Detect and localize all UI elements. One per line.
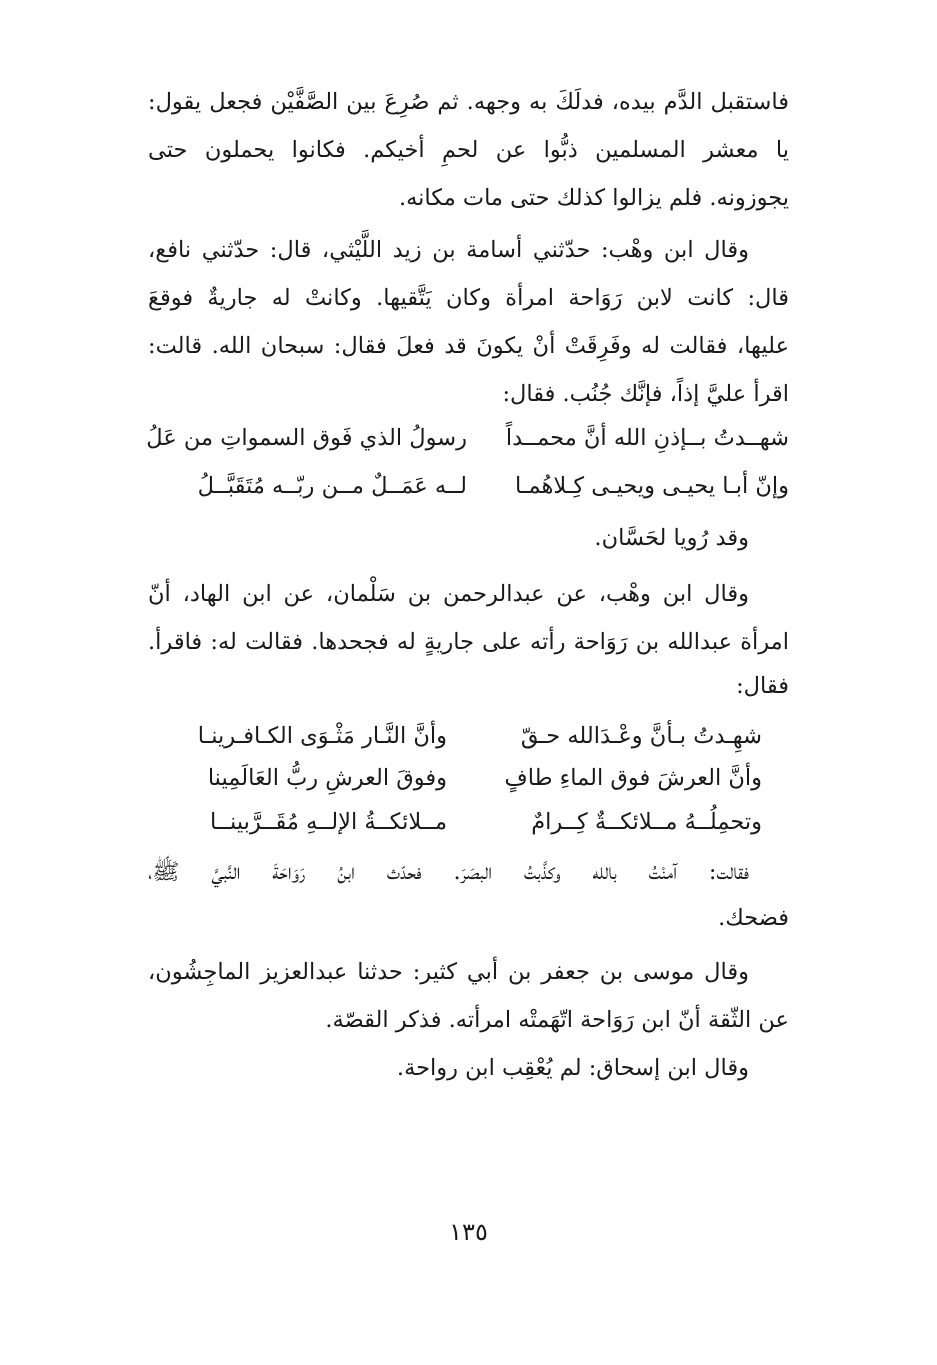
verse-note: وقد رُويا لحَسَّان.	[594, 525, 749, 551]
text-line: عن الثّقة أنّ ابن رَوَاحة اتّهَمتْه امرأته. فذكر القصّة.	[325, 1007, 789, 1033]
text-line: يجوزونه. فلم يزالوا كذلك حتى مات مكانه.	[398, 185, 789, 211]
text-line: وقال ابن إسحاق: لم يُعْقِب ابن رواحة.	[396, 1055, 749, 1081]
text-line: فقالت: آمنْتُ بالله وكذَّبتُ البصَرَ. فحدّث ابنُ رَوَاحَةَ النَّبيَّ ﷺ،	[148, 859, 749, 885]
text-line: اقرأ عليَّ إذاً، فإنَّك جُنُب. فقال:	[502, 381, 789, 407]
verse-hemistich-left: لــه عَمَــلٌ مــن ربّــه مُتَقَبَّــلُ	[197, 473, 467, 499]
verse-hemistich-right: شهِـدتُ بـأنَّ وعْـدَالله حـقّ	[520, 723, 762, 749]
verse-hemistich-left: مــلائكــةُ الإلــهِ مُقَــرَّبينــا	[210, 809, 447, 835]
text-line: قال: كانت لابن رَوَاحة امرأة وكان يَتَّقيها. وكانتْ له جاريةٌ فوقعَ	[148, 285, 789, 311]
verse-hemistich-left: رسولُ الذي فَوق السمواتِ من عَلُ	[146, 425, 467, 451]
text-line: فقال:	[736, 673, 789, 699]
text-line: وقال ابن وهْب، عن عبدالرحمن بن سَلْمان، عن ابن الهاد، أنّ	[148, 581, 749, 607]
text-line: امرأة عبدالله بن رَوَاحة رأته على جاريةٍ له فجحدها. فقالت له: فاقرأ.	[148, 629, 789, 655]
page-number: ١٣٥	[449, 1218, 488, 1246]
text-line: عليها، فقالت له وفَرِقَتْ أنْ يكونَ قد فعلَ فقال: سبحان الله. قالت:	[148, 333, 789, 359]
verse-hemistich-right: وإنّ أبـا يحيـى ويحيـى كِـلاهُمـا	[515, 473, 789, 499]
verse-hemistich-right: وأنَّ العرشَ فوق الماءِ طافٍ	[504, 765, 762, 791]
text-line: يا معشر المسلمين ذبُّوا عن لحمِ أخيكم. فكانوا يحملون حتى	[148, 137, 789, 163]
verse-hemistich-left: وأنَّ النَّـار مَثْـوَى الكـافـرينـا	[197, 723, 447, 749]
text-line: فاستقبل الدَّم بيده، فدلَكَ به وجهه. ثم صُرِعَ بين الصَّفَّيْن فجعل يقول:	[148, 89, 789, 115]
text-line: فضحك.	[718, 905, 789, 931]
text-line: وقال موسى بن جعفر بن أبي كثير: حدثنا عبدالعزيز الماجِشُون،	[148, 959, 749, 985]
verse-hemistich-right: شهــدتُ بــإذنِ الله أنَّ محمــداً	[505, 425, 789, 451]
verse-hemistich-left: وفوقَ العرشِ ربُّ العَالَمِينا	[207, 765, 447, 791]
verse-hemistich-right: وتحمِلُــهُ مــلائكــةٌ كِــرامٌ	[531, 809, 762, 835]
text-line: وقال ابن وهْب: حدّثني أسامة بن زيد اللَّيْثي، قال: حدّثني نافع،	[148, 237, 749, 263]
